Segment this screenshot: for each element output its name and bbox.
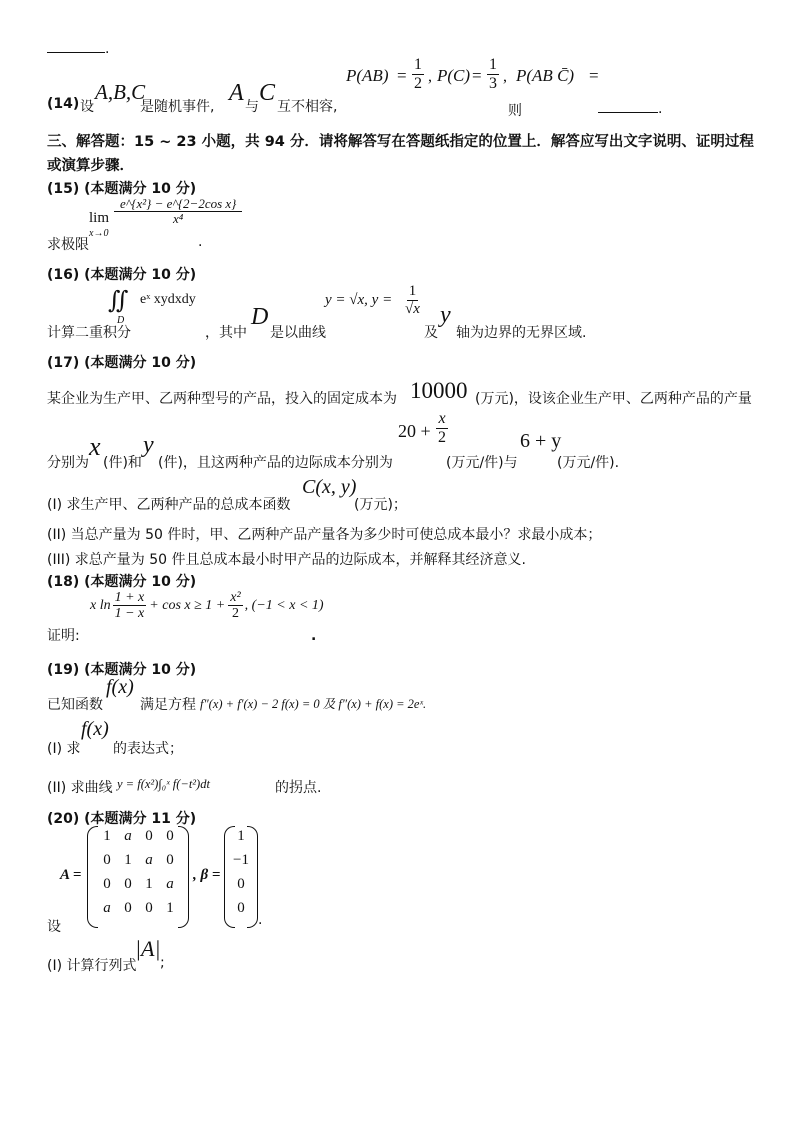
matrix-a-cell: 0 (103, 852, 111, 868)
q15-title: (15) (本题满分 10 分) (47, 181, 197, 197)
q15-period: . (198, 234, 203, 250)
matrix-a-cell: 1 (166, 900, 174, 916)
q17-title: (17) (本题满分 10 分) (47, 355, 197, 371)
q17-fixed-cost: 10000 (410, 378, 468, 403)
q16-integral-sign: ∬ (108, 288, 129, 314)
q15-lim-sub: x→0 (89, 228, 109, 239)
q14-equals-3: = (589, 66, 599, 85)
q20-vector-beta (224, 826, 258, 926)
q20-part1-b: ; (160, 955, 165, 971)
q14-text-5: 则 (508, 103, 522, 119)
q14-equals-1: = (397, 66, 407, 85)
matrix-a-cell: 0 (124, 900, 132, 916)
q16-text-2: 是以曲线 (270, 325, 326, 341)
q19-equations: f″(x) + f′(x) − 2 f(x) = 0 及 f″(x) + f(x) = 2eˣ. (200, 697, 427, 711)
q19-part1-b: 的表达式； (113, 741, 183, 757)
q14-event-c: C (259, 80, 276, 106)
matrix-a-cell: 1 (103, 828, 111, 844)
vector-beta-cell: 0 (237, 900, 245, 916)
q14-comma-2: , (503, 68, 507, 85)
q19-part2-curve: y = f(x²)∫₀ˣ f(−t²)dt (117, 777, 210, 791)
q16-title: (16) (本题满分 10 分) (47, 267, 197, 283)
q14-equals-2: = (472, 66, 482, 85)
q20-she: 设 (47, 919, 61, 935)
q20-part1-a: (I) 计算行列式 (47, 958, 137, 974)
matrix-a-cell: 1 (124, 852, 132, 868)
q19-part2-a: (II) 求曲线 (47, 780, 113, 796)
q16-text-1: ，其中 (205, 325, 247, 341)
q19-part1-fx: f(x) (81, 718, 109, 740)
q20-a-label: A = (60, 867, 82, 883)
q16-prefix: 计算二重积分 (47, 325, 131, 341)
q14-text-3: 与 (245, 99, 259, 115)
section3-heading-line2: 或演算步骤． (47, 158, 134, 174)
q19-text-1: 已知函数 (47, 697, 103, 713)
q14-text-1: 设 (80, 99, 94, 115)
q17-var-y: y (143, 432, 154, 458)
q19-part2-b: 的拐点. (275, 780, 322, 796)
q16-text-3: 及 (424, 325, 438, 341)
q19-text-2: 满足方程 (140, 697, 196, 713)
q17-marginal-cost-2: 6 + y (520, 430, 562, 452)
q15-fraction: $\frac{\text{e\textasciicircum{}\{x²\} − e\textasciicircum{}\{2−2cos x\}}}{\text{x⁴}}$ (114, 197, 242, 227)
matrix-a-cell: a (103, 900, 111, 916)
q18-prefix: 证明: (47, 628, 80, 644)
matrix-a-cell: 0 (166, 828, 174, 844)
section3-heading-line1: 三、解答题：15 ~ 23 小题，共 94 分．请将解答写在答题纸指定的位置上．解答应写出文字说明、证明过程 (47, 134, 754, 150)
q20-matrix-a (87, 826, 189, 926)
q15-prefix: 求极限 (47, 237, 89, 253)
q14-third: $\frac{1}{3}$ (489, 56, 497, 92)
q14-event-a: A (229, 80, 244, 106)
q14-answer-blank: . (598, 96, 662, 117)
q14-prob-c: P(C) (437, 66, 471, 85)
q18-period: . (311, 628, 317, 644)
q16-text-4: 轴为边界的无界区域. (456, 325, 587, 341)
previous-answer-blank: . (47, 38, 109, 57)
q17-marginal-cost-1-frac: $\frac{x}{2}$ (438, 410, 446, 446)
q17-part1-a: (I) 求生产甲、乙两种产品的总成本函数 (47, 497, 291, 513)
q17-para2-c: (件)，且这两种产品的边际成本分别为 (158, 455, 393, 471)
q16-region-d: D (251, 304, 269, 330)
q17-marginal-cost-1: 20 + (398, 421, 431, 441)
q17-para2-e: (万元/件). (557, 455, 620, 471)
q19-part1-a: (I) 求 (47, 741, 81, 757)
q16-curve-fraction: $\frac{1}{√x}$ (405, 283, 420, 317)
matrix-a-cell: a (124, 828, 132, 844)
q17-part2: (II) 当总产量为 50 件时，甲、乙两种产品产量各为多少时可使总成本最小？求最小成本； (47, 527, 602, 543)
q14-text-4: 互不相容, (277, 99, 338, 115)
q17-part3: (III) 求总产量为 50 件且总成本最小时甲产品的边际成本，并解释其经济意义. (47, 552, 526, 568)
matrix-a-cell: a (166, 876, 174, 892)
matrix-a-cell: 0 (124, 876, 132, 892)
matrix-a-cell: 0 (103, 876, 111, 892)
q20-title: (20) (本题满分 11 分) (47, 811, 197, 827)
q17-cost-function: C(x, y) (302, 476, 357, 498)
q18-title: (18) (本题满分 10 分) (47, 574, 197, 590)
q19-fx: f(x) (106, 676, 134, 698)
q14-events: A,B,C (95, 80, 146, 104)
q17-para2-b: (件)和 (103, 455, 142, 471)
q17-para2-a: 分别为 (47, 455, 89, 471)
q19-title: (19) (本题满分 10 分) (47, 662, 197, 678)
matrix-a-cell: 1 (145, 876, 153, 892)
q17-para1-b: (万元)，设该企业生产甲、乙两种产品的产量 (475, 391, 752, 407)
q15-lim: lim (89, 210, 110, 226)
q16-y-axis: y (440, 302, 451, 328)
matrix-a-cell: a (145, 852, 153, 868)
q14-text-2: 是随机事件, (140, 99, 215, 115)
q17-para2-d: (万元/件)与 (446, 455, 518, 471)
q20-det-a: |A| (135, 936, 161, 961)
q17-para1-a: 某企业为生产甲、乙两种型号的产品，投入的固定成本为 (47, 391, 397, 407)
vector-beta-cell: 0 (237, 876, 245, 892)
q14-comma-1: , (428, 68, 432, 85)
q20-period: . (258, 912, 263, 928)
matrix-a-cell: 0 (145, 828, 153, 844)
q17-part1-b: (万元)； (354, 497, 407, 513)
q16-curve: y = √x, y = (325, 292, 393, 308)
q17-var-x: x (89, 432, 101, 461)
q16-integral-domain: D (117, 315, 125, 326)
q14-prob-ab-notc: P(AB C̄) (516, 66, 575, 85)
q18-inequality: x ln $\frac{1 + x}{1 - x}$ + cos x ≥ 1 + $\frac{\text{x²}}{2}$ , (−1 < x < 1) (90, 590, 324, 622)
q14-half: $\frac{1}{2}$ (414, 56, 422, 92)
q16-integrand: eˣ xydxdy (140, 292, 196, 307)
q20-beta-label: , β = (193, 867, 221, 883)
matrix-a-cell: 0 (145, 900, 153, 916)
vector-beta-cell: −1 (233, 852, 249, 868)
matrix-a-cell: 0 (166, 852, 174, 868)
vector-beta-cell: 1 (237, 828, 245, 844)
q14-number: (14) (47, 96, 80, 112)
q14-prob-ab: P(AB) (346, 66, 389, 85)
